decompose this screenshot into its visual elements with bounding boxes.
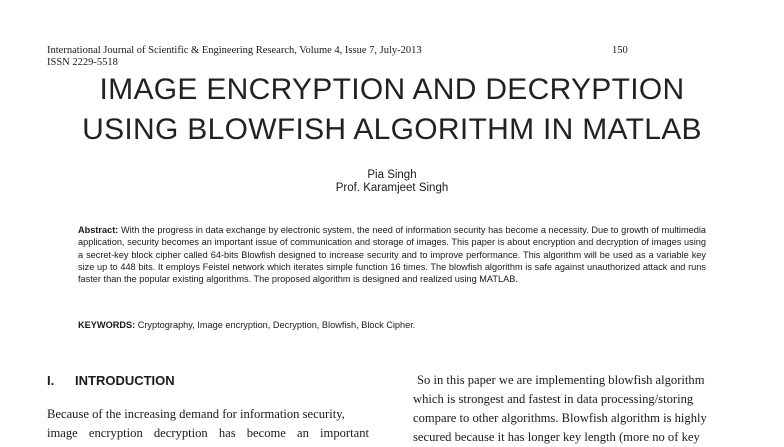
body-left-column: [47, 405, 369, 443]
page-number: 150: [612, 45, 628, 56]
keywords: [78, 320, 415, 330]
author-1: Pia Singh: [367, 169, 417, 181]
keywords-text: Cryptography, Image encryption, Decryption, Blowfish, Block Cipher.: [137, 320, 416, 330]
section-title: INTRODUCTION: [75, 373, 175, 388]
body-line: secured because it has longer key length (more no of key: [413, 430, 700, 444]
body-line: which is strongest and fastest in data processing/storing: [413, 392, 694, 406]
issn: ISSN 2229-5518: [47, 57, 118, 68]
body-line: Because of the increasing demand for information security,: [47, 407, 345, 421]
keywords-label: KEYWORDS:: [78, 320, 136, 330]
abstract-text: With the progress in data exchange by electronic system, the need of information security has become a necessity. Due to growth of multimedia application, security becomes an important issue of communication and storage of images. This paper is about encryption and decryption of images using a secret-key block cipher called 64-bits Blowfish designed to increase security and to improve performance. This algorithm will be used as a variable key size up to 448 bits. It employs Feistel network which iterates simple function 16 times. The blowfish algorithm is safe against unauthorized attack and runs faster than the popular existing algorithms. The proposed algorithm is designed and realized using MATLAB.: [78, 225, 706, 285]
body-right-column: [413, 371, 743, 447]
body-line: compare to other algorithms. Blowfish algorithm is highly: [413, 411, 707, 425]
abstract: [78, 224, 706, 285]
journal-header: International Journal of Scientific & Engineering Research, Volume 4, Issue 7, July-2013: [47, 45, 422, 56]
body-line: So in this paper we are implementing blowfish algorithm: [417, 373, 705, 387]
author-2: Prof. Karamjeet Singh: [335, 182, 449, 194]
section-number: I.: [47, 373, 55, 388]
paper-title-line-1: IMAGE ENCRYPTION AND DECRYPTION: [99, 73, 685, 106]
paper-title-line-2: USING BLOWFISH ALGORITHM IN MATLAB: [82, 113, 702, 146]
body-line: image encryption decryption has become an important: [47, 426, 369, 440]
section-heading: [47, 373, 175, 388]
abstract-label: Abstract:: [78, 225, 119, 235]
